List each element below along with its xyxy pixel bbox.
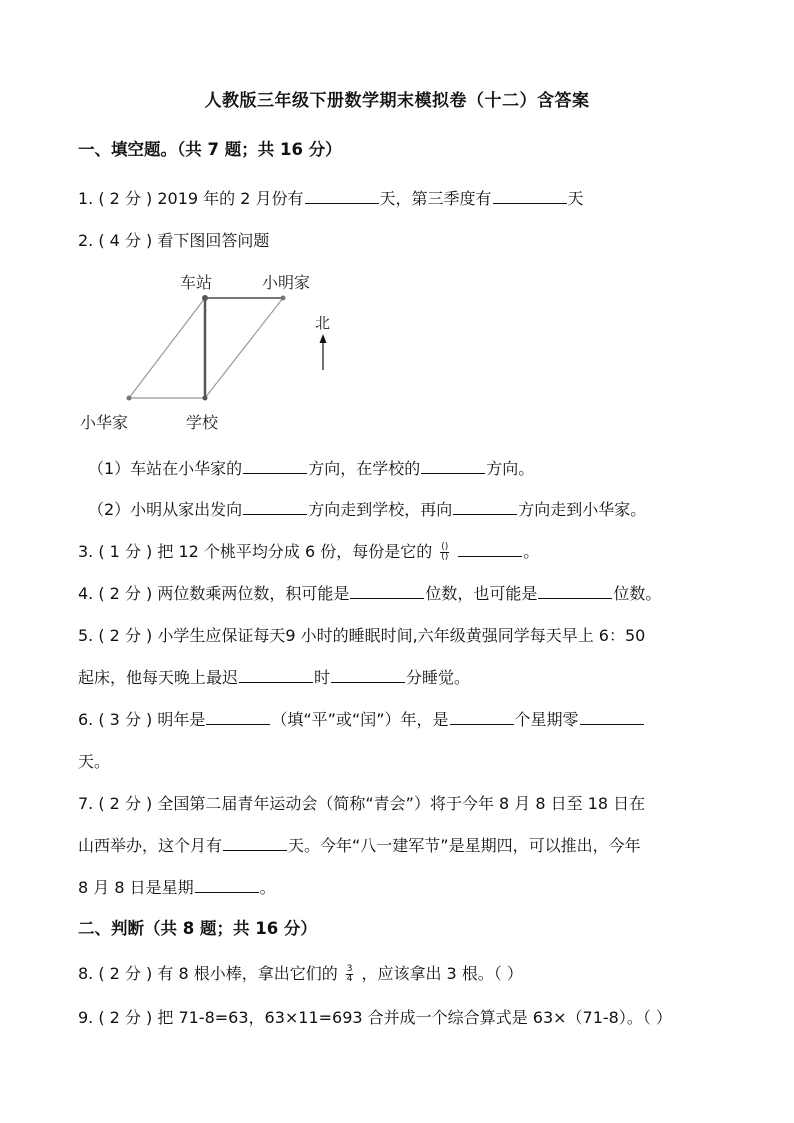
question-4-text: 位数。 [613,584,662,603]
section-heading-judgement: 二、判断（共 8 题；共 16 分） [78,919,317,938]
label-xiaoming-home: 小明家 [262,273,311,292]
question-7-text: 山西举办，这个月有 [78,836,223,855]
north-arrow-head [320,334,327,343]
answer-blank[interactable] [206,709,270,725]
question-1-text: 天，第三季度有 [379,189,492,208]
question-3-text: 3. ( 1 分 ) 把 12 个桃平均分成 6 份，每份是它的 [78,542,433,561]
answer-blank[interactable] [239,667,313,683]
point-xiaohua-home [127,396,132,401]
label-station: 车站 [180,273,213,292]
fraction-denominator: () [441,552,449,562]
answer-blank[interactable] [450,709,514,725]
label-north: 北 [315,314,331,332]
question-6-line-1 [78,707,645,730]
question-6-line-2: 天。 [78,752,111,771]
question-7-text: 8 月 8 日是星期 [78,878,194,897]
question-5-text: 分睡觉。 [406,668,471,687]
point-xiaoming-home [281,296,286,301]
question-2-part-2 [88,497,646,520]
diagram-line [205,298,283,398]
question-7-line-1: 7. ( 2 分 ) 全国第二届青年运动会（简称“青会”）将于今年 8 月 8 日至 18 日在 [78,794,646,813]
answer-blank[interactable] [223,835,287,851]
question-2-part-2-text: 方向走到学校，再向 [308,500,453,519]
question-8 [78,961,523,984]
question-3-text: 。 [523,542,540,561]
question-9: 9. ( 2 分 ) 把 71-8=63，63×11=693 合并成一个综合算式是 63×（71-8）。（ ） [78,1008,672,1027]
question-2-part-1-text: （1）车站在小华家的 [88,459,243,478]
question-3 [78,539,539,562]
point-station [202,295,208,301]
fraction-placeholder [440,543,449,562]
answer-blank[interactable] [453,499,517,515]
fraction-numerator: 3 [346,964,353,974]
answer-blank[interactable] [243,458,307,474]
answer-blank[interactable] [421,458,485,474]
question-5-line-1: 5. ( 2 分 ) 小学生应保证每天9 小时的睡眠时间,六年级黄强同学每天早上 6：50 [78,626,646,645]
question-6-text: 个星期零 [514,710,579,729]
label-school: 学校 [186,413,219,432]
answer-blank[interactable] [305,188,379,204]
answer-blank[interactable] [493,188,567,204]
question-2-part-2-text: （2）小明从家出发向 [88,500,243,519]
answer-blank[interactable] [195,877,259,893]
answer-blank[interactable] [331,667,405,683]
question-4-text: 位数，也可能是 [425,584,538,603]
question-2-part-1 [88,456,534,479]
label-xiaohua-home: 小华家 [80,413,129,432]
question-5-text: 起床，他每天晚上最迟 [78,668,239,687]
question-7-line-2 [78,833,641,856]
question-7-text: 。 [259,878,276,897]
point-school [203,396,208,401]
question-5-line-2 [78,665,470,688]
question-2-part-1-text: 方向，在学校的 [308,459,421,478]
question-1 [78,186,584,209]
answer-blank[interactable] [243,499,307,515]
page-title: 人教版三年级下册数学期末模拟卷（十二）含答案 [204,91,590,111]
question-6-text: 6. ( 3 分 ) 明年是 [78,710,206,729]
fraction-numerator: () [441,542,449,552]
question-1-text: 1. ( 2 分 ) 2019 年的 2 月份有 [78,189,304,208]
question-4 [78,581,661,604]
answer-blank[interactable] [458,541,522,557]
question-5-text: 时 [314,668,331,687]
answer-blank[interactable] [538,583,612,599]
question-2-part-2-text: 方向走到小华家。 [518,500,647,519]
question-6-text: （填“平”或“闰”）年，是 [271,710,449,729]
answer-blank[interactable] [580,709,644,725]
question-4-text: 4. ( 2 分 ) 两位数乘两位数，积可能是 [78,584,350,603]
question-7-line-3 [78,875,276,898]
question-8-text: ，应该拿出 3 根。（ ） [361,964,523,983]
fraction-denominator: 4 [346,974,353,984]
question-2: 2. ( 4 分 ) 看下图回答问题 [78,231,270,250]
diagram-line [129,298,205,398]
question-2-part-1-text: 方向。 [486,459,535,478]
fraction [346,965,354,984]
question-7-text: 天。今年“八一建军节”是星期四，可以推出，今年 [288,836,641,855]
answer-blank[interactable] [350,583,424,599]
direction-diagram [70,262,370,442]
question-1-text: 天 [567,189,584,208]
question-8-text: 8. ( 2 分 ) 有 8 根小棒，拿出它们的 [78,964,338,983]
section-heading-fill-blanks: 一、填空题。（共 7 题；共 16 分） [78,140,342,159]
